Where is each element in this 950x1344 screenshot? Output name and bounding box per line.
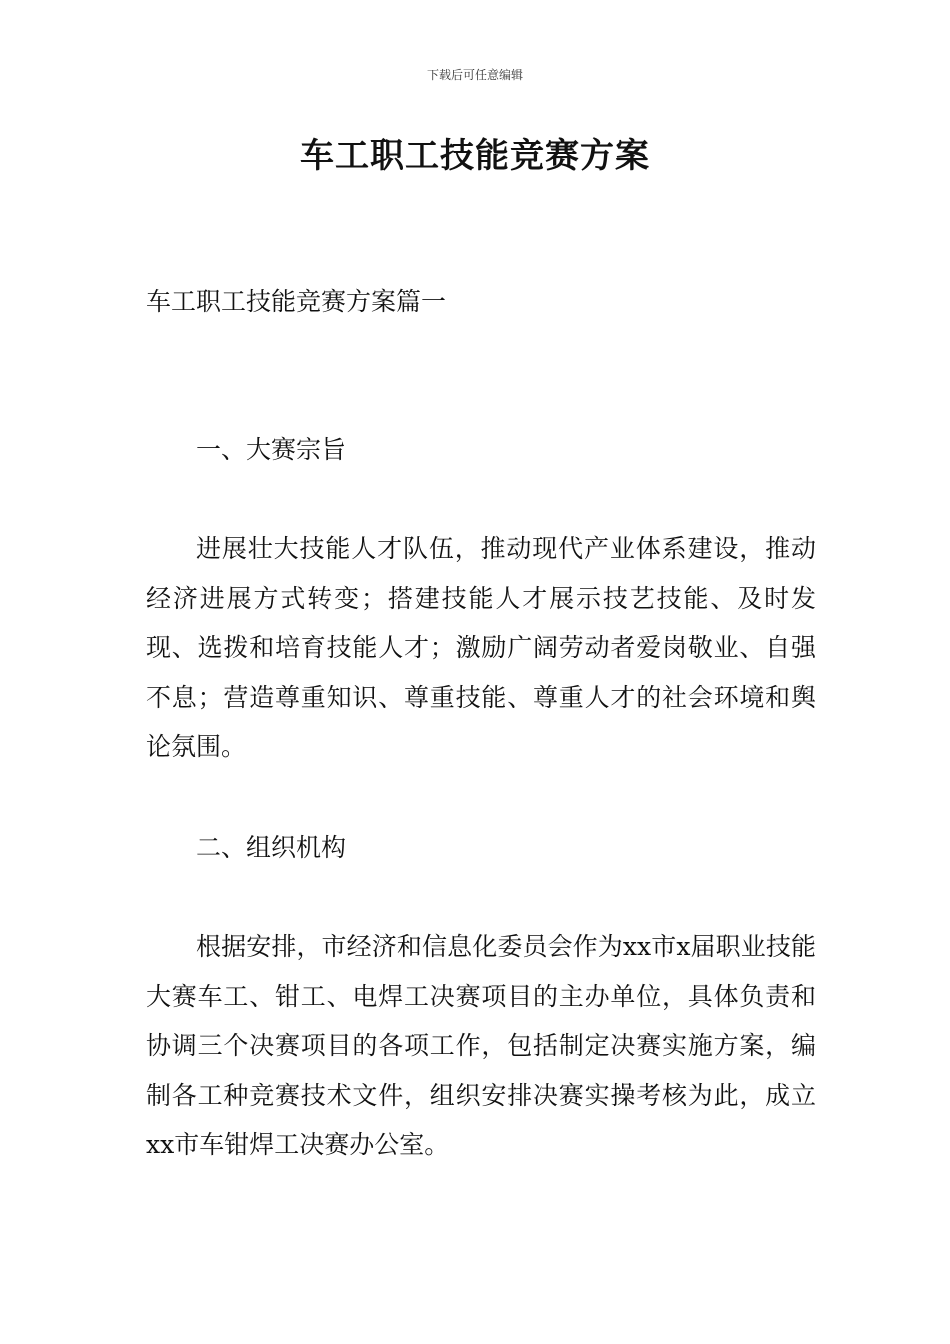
section-paragraph-purpose: 进展壮大技能人才队伍，推动现代产业体系建设，推动经济进展方式转变；搭建技能人才展示技艺技能、及时发现、选拨和培育技能人才；激励广阔劳动者爱岗敬业、自强不息；营造尊重知识、尊重技能、尊重人才的社会环境和舆论氛围。 [146,534,816,761]
document-title: 车工职工技能竞赛方案 [300,136,650,176]
document-subtitle: 车工职工技能竞赛方案篇一 [146,287,447,316]
section-paragraph-organization: 根据安排，市经济和信息化委员会作为xx市x届职业技能大赛车工、钳工、电焊工决赛项目的主办单位，具体负责和协调三个决赛项目的各项工作，包括制定决赛实施方案，编制各工种竞赛技术文件，组织安排决赛实操考核为此，成立xx市车钳焊工决赛办公室。 [146,932,816,1159]
header-note: 下载后可任意编辑 [426,68,523,82]
section-heading-purpose: 一、大赛宗旨 [196,435,347,464]
section-heading-organization: 二、组织机构 [196,833,347,862]
